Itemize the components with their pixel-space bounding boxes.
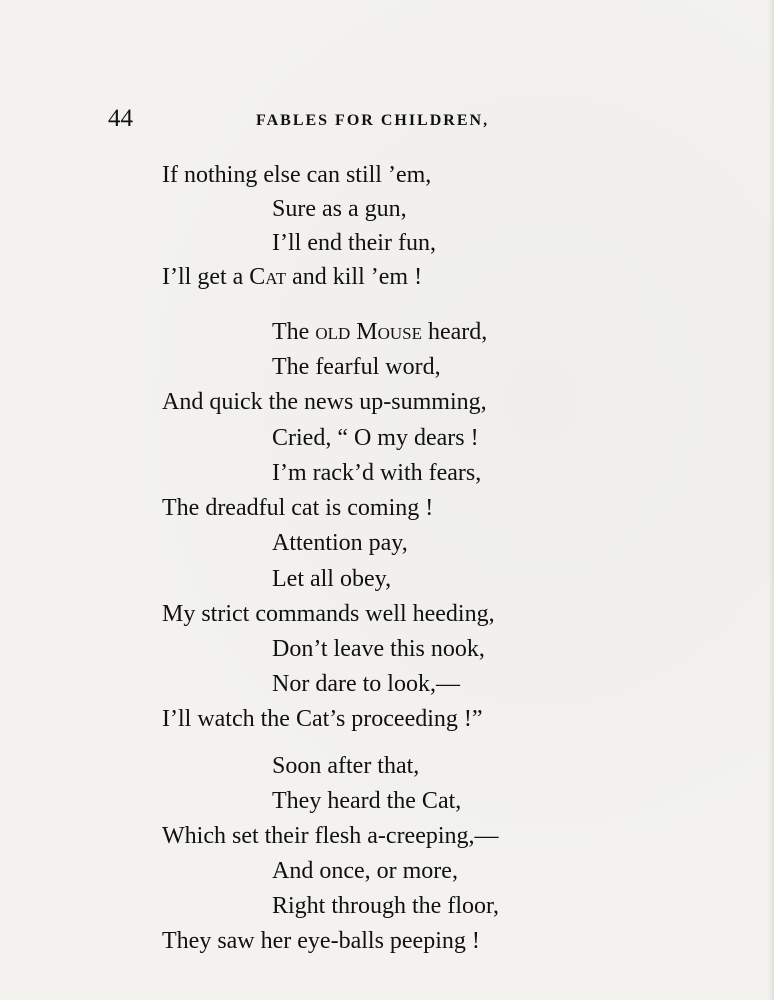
verse-smallcaps: Cat [249,264,287,290]
verse-text: heard, [422,319,488,345]
verse-line: Right through the floor, [272,893,500,919]
verse-line: Attention pay, [272,530,408,556]
page-number: 44 [108,105,133,132]
verse-line: The fearful word, [272,354,441,380]
verse-line: My strict commands well heeding, [162,601,495,627]
verse-line: If nothing else can still ’em, [162,162,432,188]
verse-line: I’m rack’d with fears, [272,460,482,486]
verse-line: Nor dare to look,— [272,671,460,697]
verse-line: Let all obey, [272,566,392,592]
verse-smallcaps: old [315,319,351,345]
verse-smallcaps: Mouse [356,319,422,345]
verse-line: Sure as a gun, [272,196,407,222]
verse-text: I’ll get a [162,264,250,290]
verse-line: They heard the Cat, [272,788,462,814]
verse-line: I’ll watch the Cat’s proceeding !” [162,706,483,732]
verse-line: And once, or more, [272,858,458,884]
verse-line: The dreadful cat is coming ! [162,495,434,521]
verse-line: Soon after that, [272,753,420,779]
verse-text: and kill ’em ! [286,264,423,290]
verse-line: Don’t leave this nook, [272,636,485,662]
verse-line: I’ll end their fun, [272,230,436,256]
verse-line [272,317,487,347]
verse-line: They saw her eye-balls peeping ! [162,928,480,954]
verse-line: Which set their flesh a-creeping,— [162,823,499,849]
verse-text: The [272,319,316,345]
verse-line: Cried, “ O my dears ! [272,425,479,451]
verse-line [162,262,422,292]
running-head: FABLES FOR CHILDREN, [256,112,490,129]
verse-line: And quick the news up-summing, [162,389,487,415]
